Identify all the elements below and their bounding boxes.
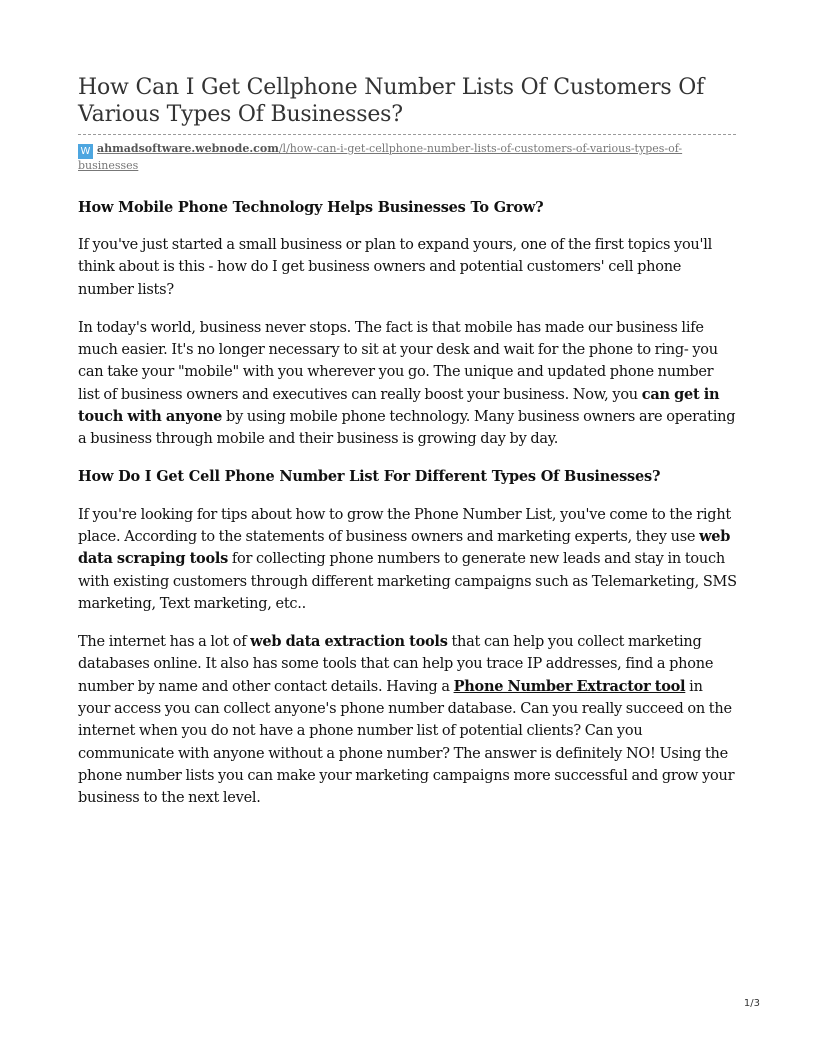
paragraph-text: for collecting phone numbers to generate new leads and stay in touch with existing customers through different marketing campaigns such as Telemarketing, SMS marketing, Text marketing, etc.. xyxy=(78,551,737,612)
paragraph-text: In today's world, business never stops. The fact is that mobile has made our business life much easier. It's no longer necessary to sit at your desk and wait for the phone to ring- you can take your "mobile" with you wherever you go. The unique and updated phone number list of business owners and executives can really boost your business. Now, you xyxy=(78,319,718,403)
page-number: 1/3 xyxy=(743,998,760,1009)
source-link[interactable] xyxy=(78,142,682,172)
paragraph-text: by using mobile phone technology. Many business owners are operating a business through mobile and their business is growing day by day. xyxy=(78,409,736,448)
webnode-icon: W xyxy=(78,144,93,159)
source-line xyxy=(78,142,738,173)
paragraph-text: that can help you collect marketing databases online. It also has some tools that can help you trace IP addresses, find a phone number by name and other contact details. Having a xyxy=(78,634,714,695)
section-heading-2: How Do I Get Cell Phone Number List For Different Types Of Businesses? xyxy=(78,467,661,485)
paragraph-1: If you've just started a small business or plan to expand yours, one of the first topics you'll think about is this - how do I get business owners and potential customers' cell phone number lists? xyxy=(78,237,713,298)
bold-phrase: can get in touch with anyone xyxy=(78,385,720,426)
paragraph-4 xyxy=(78,631,738,809)
paragraph-text: in your access you can collect anyone's phone number database. Can you really succeed on the internet when you do not have a phone number list of potential clients? Can you communicate with anyone without a phone number? The answer is definitely NO! Using the phone number lists you can make your marketing campaigns more successful and grow your business to the next level. xyxy=(78,678,735,807)
document-page xyxy=(78,74,738,810)
source-path: /l/how-can-i-get-cellphone-number-lists-of-customers-of-various-types-of-businesses xyxy=(78,142,683,172)
phone-extractor-link[interactable]: Phone Number Extractor tool xyxy=(453,677,686,695)
page-title: How Can I Get Cellphone Number Lists Of Customers Of Various Types Of Businesses? xyxy=(78,75,705,127)
bold-phrase: web data scraping tools xyxy=(78,527,731,568)
source-domain: ahmadsoftware.webnode.com xyxy=(97,142,279,155)
paragraph-2 xyxy=(78,317,738,451)
section-heading-1: How Mobile Phone Technology Helps Businesses To Grow? xyxy=(78,199,544,216)
paragraph-3 xyxy=(78,504,738,615)
paragraph-text: If you're looking for tips about how to grow the Phone Number List, you've come to the right place. According to the statements of business owners and marketing experts, they use xyxy=(78,506,732,545)
bold-phrase: web data extraction tools xyxy=(250,633,448,651)
paragraph-text: The internet has a lot of xyxy=(78,634,251,651)
title-divider xyxy=(78,134,736,135)
